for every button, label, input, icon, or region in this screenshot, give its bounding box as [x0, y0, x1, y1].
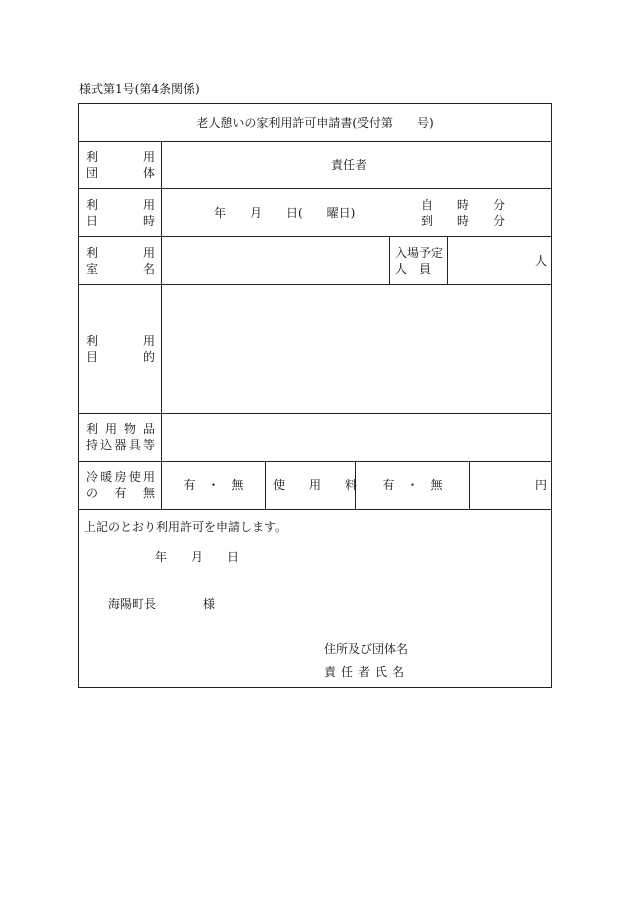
application-date: 年 月 日 — [155, 550, 240, 564]
group-label: 利 用 — [86, 150, 155, 164]
yen-unit: 円 — [535, 478, 548, 492]
equipment-label: 利 用 物 品 — [86, 422, 155, 436]
column-divider — [265, 461, 266, 509]
address-label: 住所及び団体名 — [324, 642, 409, 656]
form-number: 様式第1号(第4条関係) — [79, 82, 200, 96]
row-divider — [79, 236, 551, 237]
aircon-label: 冷 暖 房 使 用 — [86, 470, 155, 484]
row-divider — [79, 461, 551, 462]
responsible-label: 責任者 — [330, 158, 367, 172]
fee-choice: 有 ・ 無 — [382, 478, 443, 492]
row-divider — [79, 188, 551, 189]
column-divider — [389, 236, 390, 284]
row-divider — [79, 413, 551, 414]
row-divider — [79, 509, 551, 510]
honorific: 様 — [203, 597, 216, 611]
addressee: 海陽町長 — [108, 597, 157, 611]
end-time: 到 時 分 — [421, 214, 506, 228]
application-form: 老人憩いの家利用許可申請書(受付第 号) 利 用 団 体 責任者 利 用 日 時 年 月 日( 曜日) 自 時 分 到 時 分 利 用 室 名 入場予定 人 員 人 利 用 目 的 利 用 物 品 持 込 器 具 等 冷 暖 房 使 用 の 有 無 有 ・ 無 使 用 料 有 ・ 無 円 上記のとおり利用許可を申請します。 年 月 日 海陽町長 様 住所及び団体名 責任者氏名 — [78, 103, 552, 688]
aircon-choice: 有 ・ 無 — [183, 478, 244, 492]
column-divider — [469, 461, 470, 509]
fee-label: 使 用 料 — [273, 478, 358, 492]
room-label: 利 用 — [86, 246, 155, 260]
attendance-unit: 人 — [535, 254, 548, 268]
declaration-text: 上記のとおり利用許可を申請します。 — [84, 520, 288, 534]
form-title: 老人憩いの家利用許可申請書(受付第 号) — [196, 116, 434, 130]
column-divider — [161, 141, 162, 509]
column-divider — [447, 236, 448, 284]
usage-date: 年 月 日( 曜日) — [214, 206, 356, 220]
datetime-label: 利 用 — [86, 198, 155, 212]
purpose-label: 利 用 — [86, 334, 155, 348]
attendance-label: 入場予定 — [395, 246, 444, 260]
row-divider — [79, 141, 551, 142]
name-label: 責任者氏名 — [324, 665, 410, 679]
start-time: 自 時 分 — [421, 198, 506, 212]
row-divider — [79, 284, 551, 285]
